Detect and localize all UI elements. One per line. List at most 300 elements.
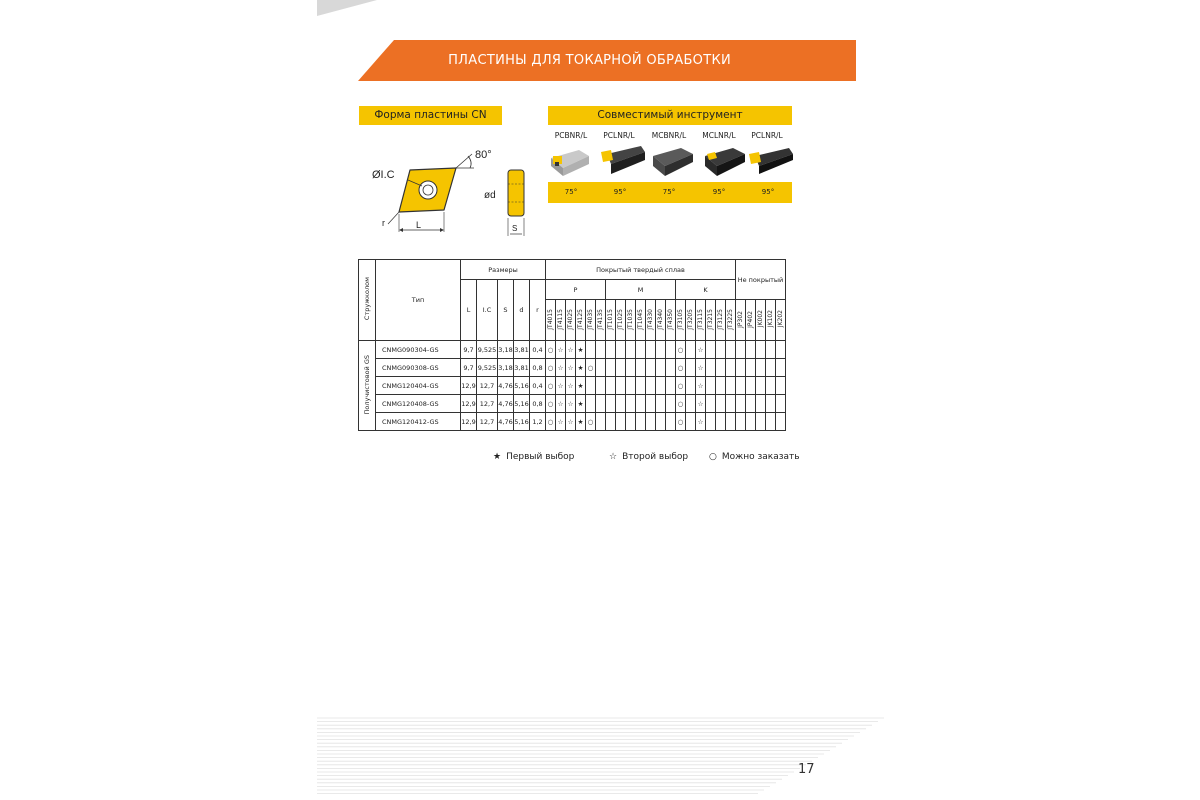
- availability-mark: ☆: [567, 381, 574, 390]
- availability-mark: ○: [547, 363, 554, 372]
- grade-cell: [676, 395, 686, 413]
- tool-header-label: Совместимый инструмент: [597, 109, 743, 121]
- grade-cell: [606, 359, 616, 377]
- tool-name: PCBNR/L: [554, 131, 588, 140]
- availability-mark: ☆: [567, 399, 574, 408]
- grade-header: [636, 300, 646, 341]
- grade-cell: [696, 377, 706, 395]
- dim-header-label: I.C: [482, 306, 492, 314]
- group-header: [676, 280, 736, 300]
- grade-cell: [686, 395, 696, 413]
- grade-cell: [626, 359, 636, 377]
- dim-value: 4,76: [498, 381, 513, 390]
- grade-cell: [756, 359, 766, 377]
- grade-cell: [726, 341, 736, 359]
- dim-value: 0,8: [532, 363, 543, 372]
- dim-cell: [461, 377, 477, 395]
- drawing-s-label: S: [512, 224, 518, 233]
- footer-decoration: [317, 716, 884, 800]
- availability-mark: ★: [577, 363, 584, 372]
- grade-cell: [636, 395, 646, 413]
- dim-cell: [461, 341, 477, 359]
- group-label: M: [637, 285, 644, 294]
- grade-cell: [626, 341, 636, 359]
- grade-cell: [706, 395, 716, 413]
- grade-cell: [696, 341, 706, 359]
- uncoated-header: [736, 260, 786, 300]
- type-value: CNMG120408-GS: [382, 399, 439, 408]
- availability-mark: ☆: [557, 381, 564, 390]
- type-header-label: Тип: [411, 296, 425, 304]
- chipbreaker-cell: [359, 341, 376, 431]
- coated-header-label: Покрытый твердый сплав: [596, 265, 685, 274]
- grade-label: JT3115: [697, 308, 704, 330]
- grade-label: JK202: [777, 310, 784, 328]
- grade-header: [736, 300, 746, 341]
- grade-cell: [596, 359, 606, 377]
- grade-cell: [756, 377, 766, 395]
- type-value: CNMG090304-GS: [382, 345, 439, 354]
- grade-cell: [546, 359, 556, 377]
- grade-label: JT3215: [707, 308, 714, 330]
- grade-label: JT3105: [677, 308, 684, 330]
- grade-cell: [656, 413, 666, 431]
- grade-header: [556, 300, 566, 341]
- grade-cell: [716, 377, 726, 395]
- grade-cell: [716, 359, 726, 377]
- grade-header: [616, 300, 626, 341]
- dim-value: 9,525: [477, 363, 497, 372]
- grade-cell: [746, 359, 756, 377]
- grade-cell: [576, 395, 586, 413]
- tool-name: MCLNR/L: [702, 131, 736, 140]
- grade-header: [546, 300, 556, 341]
- grade-cell: [756, 413, 766, 431]
- grade-cell: [776, 413, 786, 431]
- legend-item: [493, 452, 574, 462]
- grade-cell: [676, 341, 686, 359]
- grade-cell: [766, 359, 776, 377]
- grade-cell: [736, 359, 746, 377]
- dim-cell: [530, 359, 546, 377]
- dim-cell: [461, 359, 477, 377]
- dim-value: 0,4: [532, 345, 543, 354]
- availability-mark: ○: [677, 345, 684, 354]
- legend-label: Второй выбор: [622, 452, 689, 462]
- dim-value: 12,7: [479, 399, 495, 408]
- grade-cell: [666, 395, 676, 413]
- grade-cell: [766, 395, 776, 413]
- grade-cell: [776, 341, 786, 359]
- dim-cell: [514, 377, 530, 395]
- dim-header-label: d: [519, 306, 524, 314]
- dim-cell: [477, 395, 498, 413]
- grade-cell: [646, 413, 656, 431]
- type-value: CNMG120412-GS: [382, 417, 439, 426]
- availability-mark: ☆: [557, 417, 564, 426]
- grade-header: [596, 300, 606, 341]
- grade-label: JT1035: [627, 308, 634, 330]
- grade-label: JT1025: [617, 308, 624, 330]
- dim-value: 3,81: [514, 345, 529, 354]
- grade-header: [576, 300, 586, 341]
- availability-mark: ☆: [557, 345, 564, 354]
- first-choice-icon: ★: [493, 452, 502, 462]
- tool-holder-image: [749, 146, 793, 178]
- dim-value: 9,7: [463, 345, 474, 354]
- grade-header: [566, 300, 576, 341]
- availability-mark: ☆: [567, 363, 574, 372]
- availability-mark: ★: [577, 345, 584, 354]
- grade-cell: [676, 377, 686, 395]
- grade-cell: [636, 413, 646, 431]
- tool-angle: 75°: [564, 188, 578, 196]
- grade-cell: [616, 359, 626, 377]
- availability-mark: ○: [587, 363, 594, 372]
- grade-cell: [566, 395, 576, 413]
- dim-header-label: L: [466, 306, 471, 314]
- dim-header: [477, 280, 498, 341]
- type-cell: [376, 341, 461, 359]
- type-value: CNMG090308-GS: [382, 363, 439, 372]
- availability-mark: ○: [677, 399, 684, 408]
- dim-header-label: r: [536, 306, 539, 314]
- dim-cell: [477, 413, 498, 431]
- availability-mark: ○: [547, 345, 554, 354]
- grade-cell: [706, 359, 716, 377]
- grade-header: [766, 300, 776, 341]
- dim-value: 12,9: [461, 417, 476, 426]
- grade-cell: [616, 341, 626, 359]
- dim-value: 12,9: [461, 399, 476, 408]
- grade-cell: [746, 413, 756, 431]
- drawing-d-label: ød: [484, 190, 496, 201]
- availability-mark: ○: [547, 417, 554, 426]
- grade-cell: [606, 395, 616, 413]
- dim-value: 3,18: [498, 345, 513, 354]
- grade-cell: [586, 359, 596, 377]
- dim-value: 12,9: [461, 381, 476, 390]
- legend-item: [709, 452, 800, 462]
- grade-cell: [656, 395, 666, 413]
- dim-cell: [461, 413, 477, 431]
- grade-cell: [546, 341, 556, 359]
- grade-cell: [576, 359, 586, 377]
- grade-cell: [636, 377, 646, 395]
- dim-cell: [514, 359, 530, 377]
- grade-cell: [596, 377, 606, 395]
- dim-cell: [530, 377, 546, 395]
- grade-label: JT4350: [667, 308, 674, 330]
- grade-cell: [736, 341, 746, 359]
- grade-cell: [696, 413, 706, 431]
- dim-cell: [498, 341, 514, 359]
- availability-mark: ☆: [567, 417, 574, 426]
- grade-cell: [556, 377, 566, 395]
- grade-cell: [726, 377, 736, 395]
- grade-cell: [776, 395, 786, 413]
- tool-angle: 95°: [613, 188, 627, 196]
- dim-cell: [498, 359, 514, 377]
- dim-value: 9,525: [477, 345, 497, 354]
- grade-cell: [746, 377, 756, 395]
- grade-cell: [766, 341, 776, 359]
- grade-cell: [546, 395, 556, 413]
- type-cell: [376, 359, 461, 377]
- grade-cell: [656, 341, 666, 359]
- chipbreaker-label: Получистовой GS: [363, 354, 371, 415]
- grade-cell: [716, 413, 726, 431]
- dim-header: [514, 280, 530, 341]
- grade-cell: [756, 395, 766, 413]
- dim-cell: [498, 413, 514, 431]
- grade-cell: [726, 413, 736, 431]
- grade-label: JT1015: [607, 308, 614, 330]
- dim-value: 5,16: [514, 399, 529, 408]
- grade-cell: [706, 341, 716, 359]
- dim-value: 9,7: [463, 363, 474, 372]
- dim-cell: [461, 395, 477, 413]
- grade-label: JK002: [757, 310, 764, 328]
- grade-cell: [666, 341, 676, 359]
- grade-cell: [566, 359, 576, 377]
- grade-header: [676, 300, 686, 341]
- dim-value: 1,2: [532, 417, 543, 426]
- grade-cell: [586, 413, 596, 431]
- group-header: [546, 280, 606, 300]
- grade-header: [686, 300, 696, 341]
- grade-cell: [696, 359, 706, 377]
- grade-cell: [736, 413, 746, 431]
- grade-label: JT3225: [727, 308, 734, 330]
- grade-label: JT4135: [597, 308, 604, 330]
- grade-label: JP302: [737, 310, 744, 328]
- availability-mark: ☆: [557, 399, 564, 408]
- grade-cell: [606, 341, 616, 359]
- page-number: 17: [798, 762, 815, 777]
- grade-cell: [566, 341, 576, 359]
- type-cell: [376, 377, 461, 395]
- availability-mark: ○: [677, 381, 684, 390]
- legend-label: Первый выбор: [506, 452, 575, 462]
- dim-header: [530, 280, 546, 341]
- grade-cell: [596, 413, 606, 431]
- grade-label: JP402: [747, 310, 754, 328]
- grade-cell: [646, 359, 656, 377]
- grade-cell: [726, 359, 736, 377]
- availability-mark: ★: [577, 417, 584, 426]
- uncoated-header-label: Не покрытый: [737, 275, 784, 284]
- availability-mark: ☆: [567, 345, 574, 354]
- dim-value: 12,7: [479, 417, 495, 426]
- grade-cell: [576, 413, 586, 431]
- grade-cell: [636, 341, 646, 359]
- page-title: ПЛАСТИНЫ ДЛЯ ТОКАРНОЙ ОБРАБОТКИ: [448, 53, 731, 68]
- dim-cell: [477, 359, 498, 377]
- dim-value: 3,81: [514, 363, 529, 372]
- grade-label: JT4330: [647, 308, 654, 330]
- table-row: [359, 413, 786, 431]
- grade-cell: [596, 341, 606, 359]
- catalog-page: [317, 0, 884, 800]
- grade-header: [776, 300, 786, 341]
- dim-cell: [498, 377, 514, 395]
- grade-cell: [656, 377, 666, 395]
- group-label: K: [703, 285, 708, 294]
- grade-label: JT4115: [557, 308, 564, 330]
- grade-cell: [666, 413, 676, 431]
- grade-label: JT3205: [687, 308, 694, 330]
- dim-cell: [530, 413, 546, 431]
- grade-cell: [716, 395, 726, 413]
- grade-cell: [646, 341, 656, 359]
- dim-header: [498, 280, 514, 341]
- grade-cell: [746, 341, 756, 359]
- grade-label: JT4035: [587, 308, 594, 330]
- grade-header: [626, 300, 636, 341]
- availability-mark: ○: [547, 381, 554, 390]
- grade-cell: [646, 377, 656, 395]
- dim-value: 0,8: [532, 399, 543, 408]
- table-row: [359, 341, 786, 359]
- grade-cell: [686, 377, 696, 395]
- availability-mark: ○: [587, 417, 594, 426]
- grade-cell: [676, 359, 686, 377]
- grade-cell: [736, 377, 746, 395]
- grade-cell: [556, 359, 566, 377]
- grade-cell: [586, 341, 596, 359]
- grade-cell: [686, 341, 696, 359]
- shape-header-label: Форма пластины CN: [374, 109, 487, 121]
- dim-header: [461, 280, 477, 341]
- availability-mark: ☆: [557, 363, 564, 372]
- grade-cell: [626, 395, 636, 413]
- drawing-r-label: r: [382, 218, 385, 228]
- second-choice-icon: ☆: [609, 452, 618, 462]
- grade-cell: [726, 395, 736, 413]
- grade-cell: [746, 395, 756, 413]
- grade-cell: [766, 377, 776, 395]
- availability-mark: ☆: [697, 399, 704, 408]
- grade-header: [606, 300, 616, 341]
- grade-cell: [606, 377, 616, 395]
- grade-cell: [686, 413, 696, 431]
- drawing-ic-label: ØI.C: [372, 169, 395, 181]
- type-cell: [376, 413, 461, 431]
- tool-angle: 95°: [761, 188, 775, 196]
- group-label: P: [573, 285, 578, 294]
- tool-angle: 75°: [662, 188, 676, 196]
- tool-name: MCBNR/L: [651, 131, 687, 140]
- grade-cell: [556, 341, 566, 359]
- grade-cell: [676, 413, 686, 431]
- table-row: [359, 359, 786, 377]
- grade-cell: [546, 377, 556, 395]
- grade-cell: [616, 395, 626, 413]
- grade-header: [716, 300, 726, 341]
- grade-cell: [646, 395, 656, 413]
- grade-label: JK102: [767, 310, 774, 328]
- dim-cell: [477, 341, 498, 359]
- legend-label: Можно заказать: [721, 452, 800, 462]
- grade-cell: [706, 377, 716, 395]
- grade-cell: [566, 413, 576, 431]
- availability-mark: ☆: [697, 363, 704, 372]
- dim-value: 0,4: [532, 381, 543, 390]
- availability-mark: ★: [577, 399, 584, 408]
- tool-holder-image: [601, 146, 645, 178]
- dim-value: 4,76: [498, 417, 513, 426]
- dim-cell: [514, 413, 530, 431]
- grade-cell: [626, 413, 636, 431]
- corner-decoration: [317, 0, 397, 20]
- grade-cell: [546, 413, 556, 431]
- grade-cell: [666, 377, 676, 395]
- grade-label: JT1045: [637, 308, 644, 330]
- availability-mark: ○: [547, 399, 554, 408]
- dim-cell: [514, 395, 530, 413]
- tool-holder-image: [549, 146, 591, 178]
- grade-header: [656, 300, 666, 341]
- chipbreaker-header-label: Стружколом: [363, 277, 371, 321]
- dim-value: 5,16: [514, 417, 529, 426]
- spec-table: [358, 259, 786, 431]
- grade-cell: [616, 377, 626, 395]
- insert-drawing: [372, 140, 547, 240]
- grade-cell: [696, 395, 706, 413]
- can-order-icon: ○: [709, 452, 717, 462]
- grade-label: JT4340: [657, 308, 664, 330]
- availability-mark: ★: [577, 381, 584, 390]
- dim-cell: [514, 341, 530, 359]
- coated-header: [546, 260, 736, 280]
- tool-holder-image: [703, 146, 747, 178]
- tool-name: PCLNR/L: [603, 131, 635, 140]
- dim-value: 12,7: [479, 381, 495, 390]
- table-row: [359, 395, 786, 413]
- dim-value: 5,16: [514, 381, 529, 390]
- grade-cell: [716, 341, 726, 359]
- grade-header: [756, 300, 766, 341]
- grade-header: [586, 300, 596, 341]
- grade-header: [696, 300, 706, 341]
- grade-header: [646, 300, 656, 341]
- grade-header: [706, 300, 716, 341]
- grade-header: [726, 300, 736, 341]
- tool-holder-image: [651, 146, 695, 178]
- dim-value: 3,18: [498, 363, 513, 372]
- grade-label: JT4125: [577, 308, 584, 330]
- availability-mark: ○: [677, 417, 684, 426]
- grade-cell: [706, 413, 716, 431]
- grade-label: JT4025: [567, 308, 574, 330]
- grade-cell: [616, 413, 626, 431]
- dim-cell: [530, 341, 546, 359]
- grade-cell: [586, 395, 596, 413]
- dim-cell: [498, 395, 514, 413]
- grade-cell: [596, 395, 606, 413]
- grade-cell: [566, 377, 576, 395]
- legend-item: [609, 452, 688, 462]
- grade-cell: [656, 359, 666, 377]
- grade-cell: [766, 413, 776, 431]
- dim-cell: [530, 395, 546, 413]
- grade-cell: [736, 395, 746, 413]
- availability-mark: ☆: [697, 417, 704, 426]
- grade-cell: [626, 377, 636, 395]
- grade-cell: [606, 413, 616, 431]
- grade-cell: [576, 341, 586, 359]
